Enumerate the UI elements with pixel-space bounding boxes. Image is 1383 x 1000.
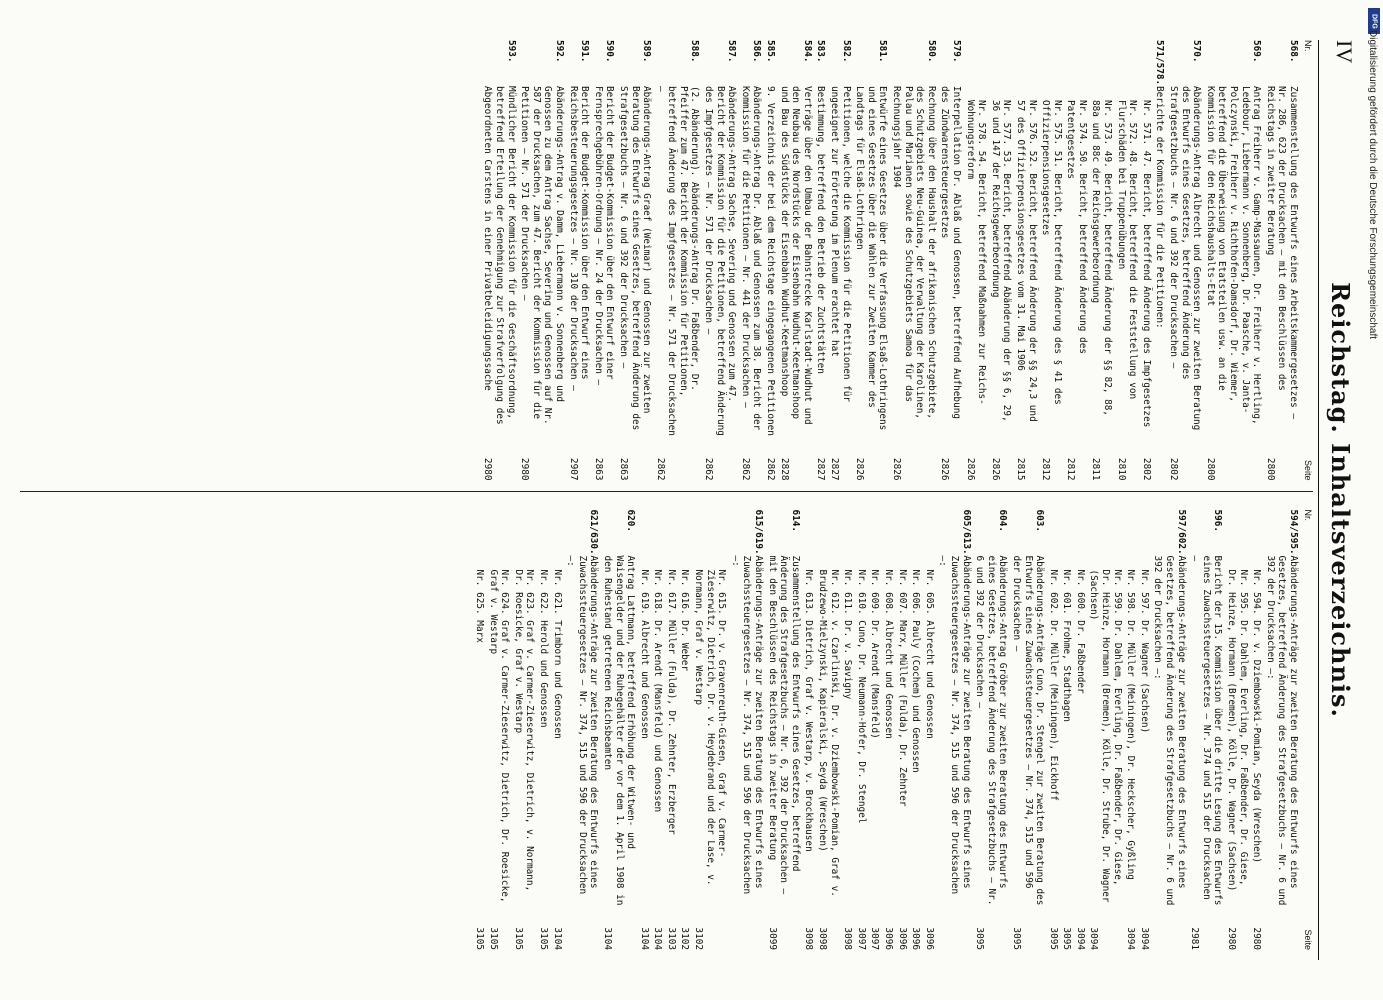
entry-text: Bericht der Budget-Kommission über den Entwurf eines Reichsbesteuerungsgesetzes — Nr. 310 der Drucksachen — <box>567 86 591 391</box>
entry-page: 3096 <box>883 927 894 950</box>
entry-text: Abänderungs-Anträge zur zweiten Beratung des Entwurfs eines Zuwachssteuergesetzes — Nr. 374, 515 und 596 der Drucksachen —: <box>937 555 972 895</box>
entry-text: Zusammenstellung des Entwurfs eines Arbeitskammergesetzes — Nr. 286, 623 der Drucksachen — mit den Beschlüssen des Reichstags in zweiter Beratung <box>1264 86 1299 420</box>
entry-page: 2812 <box>1040 457 1052 481</box>
entry-text: Abänderungs-Antrag Albrecht und Genossen zur zweiten Beratung des Entwurfs eines Gesetzes, betreffend Änderung des Strafgesetzbuchs — Nr. 6 und 392 der Drucksachen — <box>1168 86 1203 431</box>
page-number: IV <box>1332 40 1357 64</box>
index-entry <box>1040 40 1063 481</box>
entry-text: Nr. 575. 51. Bericht, betreffend Änderung des § 41 des Offizierpensionsgesetzes <box>1040 100 1063 405</box>
index-entry <box>665 510 677 951</box>
index-entry <box>1204 40 1262 481</box>
entry-number: 588. <box>689 40 701 63</box>
index-entry <box>601 510 636 951</box>
entry-number <box>1140 54 1152 100</box>
entry-text: Antrag Freiherr v. Gamp-Massaunen, Dr. Freiherr v. Hertling, Ledebour, Liebermann v. Sonnenberg, Dr. Paasche, v. Janta-Polczynski, Freiherr v. Richthofen-Damsdorf, Dr. Wiemer, betreffend die Überweisung von Etatsteilen usw. an die Kommission für den Reichshaushalts-Etat <box>1204 86 1263 425</box>
index-entry <box>890 40 936 481</box>
entry-text: Petitionen, welche die Kommission für die Petitionen für ungeeignet zur Erörterung im Plenum erachtet hat <box>829 86 852 403</box>
index-entry <box>537 510 549 951</box>
nr-label: Nr. <box>1303 40 1313 52</box>
entry-page: 3094 <box>1125 927 1137 950</box>
entry-page: 3095 <box>974 927 986 950</box>
entry-page: 2826 <box>964 457 976 481</box>
entry-page: 3105 <box>487 927 499 950</box>
entry-page: 2862 <box>703 457 715 481</box>
index-entry <box>1014 40 1037 481</box>
entry-page: 2810 <box>1115 457 1127 481</box>
entry-page: 3096 <box>910 927 922 950</box>
entry-page: 3105 <box>512 927 524 950</box>
entry-number <box>896 524 908 570</box>
entry-page: 3095 <box>1047 927 1059 950</box>
entry-page: 2980 <box>1251 927 1263 950</box>
entry-number: 570. <box>1191 40 1203 63</box>
index-entry <box>652 510 664 951</box>
index-entry <box>1010 510 1045 951</box>
entry-text: Interpellation Dr. Ablaß und Genossen, betreffend Aufhebung des Zündwarensteuergesetzes <box>939 86 962 420</box>
entry-page: 3103 <box>665 927 677 950</box>
entry-page: 2800 <box>1204 457 1216 481</box>
entry-page: 3097 <box>855 927 867 950</box>
entry-number <box>1047 524 1059 570</box>
entry-text: Antrag Lattmann, betreffend Erhöhung der Witwen- und Waisengelder und der Ruhegehälter der vor dem 1. April 1908 in den Ruhestand getretenen Reichsbeamten <box>601 555 637 906</box>
entry-number: 583. <box>815 40 827 63</box>
entry-number: 589. <box>641 40 653 63</box>
entry-text: Nr. 613. Dietrich, Graf v. Westarp, v. Brockhausen <box>803 569 815 852</box>
entry-page: 3102 <box>679 927 691 950</box>
index-entry <box>854 40 889 481</box>
entry-number: 615/619. <box>753 509 765 555</box>
index-entry <box>869 510 881 951</box>
entry-page: 2812 <box>1065 457 1077 481</box>
index-entry <box>703 40 738 481</box>
index-entry <box>1154 40 1166 481</box>
entry-number: 587. <box>726 40 738 63</box>
index-entry <box>828 40 851 481</box>
entry-number: 569. <box>1251 40 1263 63</box>
entry-number <box>964 54 987 100</box>
index-entry <box>1065 40 1088 481</box>
entry-number <box>1251 524 1263 570</box>
digitization-credit: Digitalisierung gefördert durch die Deutsche Forschungsgemeinschaft <box>1367 30 1378 340</box>
entry-number: 594/595. <box>1288 509 1299 555</box>
entry-text: Nr. 602. Dr. Müller (Meiningen), Eickhoff <box>1047 569 1059 801</box>
entry-number <box>1065 54 1088 100</box>
entry-text: 9. Verzeichnis der bei dem Reichstage eingegangenen Petitionen <box>765 86 777 436</box>
index-entry <box>1138 510 1150 951</box>
entry-page: 3104 <box>551 927 563 950</box>
entry-page: 2826 <box>854 457 866 481</box>
entry-page: 3098 <box>842 927 854 950</box>
entry-text: Abänderungs-Antrag Gröber zur zweiten Beratung des Entwurfs eines Gesetzes, betreffend Änderung des Strafgesetzbuchs — Nr. 6 und 392 der Drucksachen — <box>974 555 1009 906</box>
entry-page: 2907 <box>567 457 579 481</box>
index-entry <box>778 40 813 481</box>
entry-text: Nr. 619. Albrecht und Genossen <box>638 569 650 739</box>
entry-number: 591. <box>579 40 591 63</box>
entry-text: Nr. 571. 47. Bericht, betreffend Änderung des Impfgesetzes <box>1140 100 1152 428</box>
index-entry <box>1088 510 1123 951</box>
entry-number <box>923 524 935 570</box>
index-entry <box>964 40 987 481</box>
index-entry <box>565 510 600 951</box>
entry-text: Nr. 601. Frohme, Stadthagen <box>1061 569 1073 722</box>
entry-text: Abänderungs-Anträge Cuno, Dr. Stengel zur zweiten Beratung des Entwurfs eines Zuwachssteuergesetzes — Nr. 374, 515 und 596 der Drucksachen — <box>1010 555 1046 906</box>
index-entry <box>910 510 922 951</box>
entry-text: Nr. 594. Dr. v. Dziembowski-Pomian, Seyda (Wreschen) <box>1251 569 1263 863</box>
entry-text: Nr. 607. Marx, Müller (Fulda), Dr. Zehnter <box>896 569 908 807</box>
index-entry <box>512 510 535 951</box>
entry-page: 2862 <box>654 457 666 481</box>
entry-text: Bericht der Budget-Kommission über den Entwurf einer Fernsprechgebühren-Ordnung — Nr. 24 der Drucksachen — <box>592 86 616 386</box>
index-entry <box>679 510 691 951</box>
entry-number <box>693 524 728 570</box>
entry-text: Nr. 605. Albrecht und Genossen <box>923 569 935 739</box>
entry-text: Verträge über den Umbau der Bahnstrecke Karlstadt-Wudhut und den Neubau des Nordstücks der Eisenbahn Wudhut-Keetmanshoop und Bau des Südstücks der Eisenbahn Wudhut-Keetmanshoop <box>778 86 813 425</box>
entry-page: 2862 <box>739 457 751 481</box>
page-header <box>1318 40 1363 960</box>
entry-number <box>816 524 839 570</box>
entry-number: 585. <box>765 40 777 63</box>
entry-number: 604. <box>997 509 1009 533</box>
entry-text: Nr. 625. Marx <box>474 569 485 643</box>
index-entry <box>855 510 867 951</box>
index-entry <box>1047 510 1059 951</box>
index-entry <box>1264 40 1299 481</box>
entry-text: Abänderungs-Anträge zur zweiten Beratung des Entwurfs eines Gesetzes, betreffend Änderung des Strafgesetzbuchs — Nr. 6 und 392 der Drucksachen —: <box>1264 555 1299 906</box>
entry-text: Nr. 624. Graf v. Carmer-Zieserwitz, Dietrich, Dr. Roesicke, Graf v. Westarp <box>487 569 511 903</box>
column-header <box>1303 40 1313 481</box>
entry-text: Nr. 606. Pauly (Cochem) und Genossen <box>910 569 922 773</box>
entry-number: 597/602. <box>1175 509 1187 555</box>
index-entry <box>766 510 801 951</box>
index-entry <box>739 40 762 481</box>
right-column <box>20 510 1313 961</box>
entry-text: Nr. 622. Herold und Genossen <box>537 569 549 728</box>
entry-number <box>882 524 894 570</box>
index-entry <box>1264 510 1299 951</box>
index-entry <box>764 40 776 481</box>
entry-text: Nr. 615. Dr. v. Gravenreuth-Giesen, Graf v. Carmer-Zieserwitz, Dietrich, Dr. v. Heydebrand und der Lase, v. Normann, Graf v. Westarp <box>693 569 728 886</box>
entry-page: 2980 <box>519 457 531 481</box>
index-entry <box>989 40 1012 481</box>
entry-page: 3095 <box>1010 927 1022 950</box>
entry-text: Nr. 600. Dr. Faßbender <box>1074 569 1086 694</box>
entry-number: 603. <box>1034 509 1046 533</box>
index-entry <box>487 510 510 951</box>
dfg-logo-text: DFG <box>1370 13 1378 29</box>
entry-number: 614. <box>789 509 801 533</box>
entry-page: 3104 <box>638 927 650 950</box>
entry-text: Abänderungs-Antrag Dr. Ablaß und Genossen zum 38. Bericht der Kommission für die Petitionen — Nr. 441 der Drucksachen — <box>739 86 763 431</box>
entry-number <box>869 524 881 570</box>
index-entry <box>815 40 827 481</box>
entry-text: Bestimmung, betreffend den Betrieb der Zuchtstätten <box>815 86 827 374</box>
index-entry <box>592 40 615 481</box>
entry-number: 596. <box>1212 509 1224 533</box>
entry-page: 3102 <box>693 927 705 950</box>
entry-page: 2826 <box>989 457 1001 481</box>
entry-number: 580. <box>925 40 937 63</box>
entry-number <box>473 524 485 570</box>
entry-page: 3095 <box>1061 927 1073 950</box>
index-entry <box>617 40 652 481</box>
entry-text: Abänderungs-Anträge zur zweiten Beratung des Entwurfs eines Gesetzes, betreffend Änderung des Strafgesetzbuchs — Nr. 6 und 392 der Drucksachen —: <box>1152 555 1187 906</box>
entry-text: Nr. 599. Dr. Dahlem, Everling, Dr. Faßbender, Dr. Giese, Dr. Heinze, Hormann (Bremen), Kölle, Dr. Strube, Dr. Wagner (Sachsen) <box>1088 569 1123 903</box>
entry-text: Nr. 572. 48. Bericht, betreffend die Feststellung von Flurschäden bei Truppenübungen <box>1115 100 1139 400</box>
entry-number <box>1125 524 1137 570</box>
entry-text: Nr. 597. Dr. Wagner (Sachsen) <box>1138 569 1150 734</box>
entry-text: Mündlicher Bericht der Kommission für die Geschäftsordnung, betreffend Erteilung der Genehmigung zur Strafverfolgung des Abgeordneten Carstens in einer Privatbeleidigungssache <box>482 86 517 425</box>
index-entry <box>693 510 728 951</box>
entry-number <box>1138 524 1150 570</box>
index-entry <box>1061 510 1073 951</box>
columns <box>20 40 1313 960</box>
entry-number: 568. <box>1288 40 1299 63</box>
entry-number <box>679 524 691 570</box>
entry-page: 2802 <box>1140 457 1152 481</box>
index-entry <box>1225 510 1248 951</box>
entry-text: Nr. 595. Dr. Dahlem, Everling, Dr. Faßbender, Dr. Giese, Dr. Heinze, Hormann (Bremen), Kölle, Dr. Wagner (Sachsen) <box>1226 569 1249 892</box>
entry-text: Rechnung über den Haushalt der afrikanischen Schutzgebiete, des Schutzgebiets Neu-Guinea, der Verwaltung der Karolinen, Palau und Marianen sowie des Schutzgebiets Samoa für das Rechnungsjahr 1904 <box>891 86 937 420</box>
entry-text: Nr. 608. Albrecht und Genossen <box>883 569 894 739</box>
entry-page: 3096 <box>896 927 908 950</box>
entry-text: Nr. 623. Graf v. Carmer-Zieserwitz, Dietrich, v. Normann, Dr. Roesicke, Graf v. Westarp <box>512 569 536 892</box>
index-entry <box>937 510 972 951</box>
entry-page: 2981 <box>1189 927 1201 950</box>
entry-page: 3105 <box>474 927 485 950</box>
entry-page: 3105 <box>537 927 549 950</box>
seite-label: Seite <box>1303 459 1313 481</box>
entry-text: Nr. 610. Cuno, Dr. Neumann-Hofer, Dr. Stengel <box>855 569 867 824</box>
entry-number <box>1014 54 1037 100</box>
entry-page: 3094 <box>1088 927 1100 950</box>
entry-number <box>1225 524 1248 570</box>
entry-text: Nr. 616. Dr. Weber <box>679 569 691 672</box>
entry-number: 579. <box>950 40 962 63</box>
index-entry <box>974 510 1009 951</box>
index-entry <box>519 40 565 481</box>
entry-number <box>989 54 1012 100</box>
entry-page: 3096 <box>923 927 935 950</box>
index-entry <box>638 510 650 951</box>
index-entry <box>1167 40 1202 481</box>
entry-page: 3097 <box>869 927 881 950</box>
entry-page: 3094 <box>1138 927 1150 950</box>
entry-text: Nr. 611. Dr. v. Savigny <box>842 569 854 700</box>
index-entry <box>1090 40 1113 481</box>
entry-number <box>652 524 664 570</box>
entry-page: 3104 <box>601 927 613 950</box>
entry-page: 2828 <box>778 457 790 481</box>
entry-text: Nr. 577. 53. Bericht, betreffend Abänderung der §§ 6, 29, 36 und 147 der Reichsgewerbeordnung <box>989 100 1013 422</box>
seite-label: Seite <box>1303 929 1313 950</box>
entry-text: Abänderungs-Anträge zur zweiten Beratung des Entwurfs eines Zuwachssteuergesetzes — Nr. 374, 515 und 596 der Drucksachen —: <box>729 555 765 895</box>
index-entry <box>803 510 815 951</box>
index-entry <box>551 510 563 951</box>
entry-page: 2826 <box>891 457 902 481</box>
entry-number: 571/578. <box>1154 40 1166 86</box>
entry-page: 3099 <box>766 927 778 950</box>
entry-number <box>1040 54 1063 100</box>
index-entry <box>1115 40 1138 481</box>
entry-number: 592. <box>553 40 565 63</box>
entry-text: Abänderungs-Antrag Graef (Weimar) und Genossen zur zweiten Beratung des Entwurfs eines Gesetzes, betreffend Änderung des Strafgesetzbuchs — Nr. 6 und 392 der Drucksachen — <box>617 86 653 431</box>
entry-number: 620. <box>625 509 637 533</box>
entry-number <box>537 524 549 570</box>
left-column <box>20 40 1313 492</box>
entry-number <box>1088 524 1123 570</box>
entry-text: Zusammenstellung des Entwurfs eines Gesetzes, betreffend Änderung des Strafgesetzbuchs — Nr. 6, 392 der Drucksachen — mit den Beschlüssen des Reichstags in zweiter Beratung <box>766 555 801 895</box>
entry-page: 2863 <box>592 457 604 481</box>
entry-number: 605/613. <box>960 509 972 555</box>
entry-text: Nr. 598. Dr. Müller (Meiningen), Dr. Heckscher, Gyßling <box>1125 569 1137 880</box>
entry-text: Nr. 612. v. Czarlinski, Dr. v. Dziembowski-Pomian, Graf v. Brudzewo-Mielzynski, Kapieralski, Seyda (Wreschen) <box>817 569 840 897</box>
entry-text: Nr. 576. 52. Bericht, betreffend Änderung der §§ 24,3 und 57 des Offizierpensionsgesetzes vom 31. Mai 1906 <box>1014 100 1038 422</box>
entry-page: 2800 <box>1264 457 1276 481</box>
index-entry <box>654 40 700 481</box>
index-entry <box>567 40 590 481</box>
entry-number <box>512 524 535 570</box>
column-header <box>1303 510 1313 951</box>
entry-number: 593. <box>505 40 517 63</box>
index-entry <box>1140 40 1152 481</box>
entry-number: 584. <box>801 40 813 63</box>
entry-page: 2862 <box>765 457 777 481</box>
entry-text: Nr. 618. Dr. Arendt (Mansfeld) und Genossen <box>652 569 664 813</box>
index-entry <box>939 40 962 481</box>
entry-number: 621/630. <box>588 509 600 555</box>
entry-number <box>1061 524 1073 570</box>
entry-text: Nr. 621. Trimborn und Genossen <box>551 569 563 739</box>
entry-page: 3094 <box>1074 927 1086 950</box>
entry-text: Abänderungs-Anträge zur zweiten Beratung des Entwurfs eines Zuwachssteuergesetzes — Nr. 374, 515 und 596 der Drucksachen —: <box>565 555 600 895</box>
entry-text: (2. Abänderung). Abänderungs-Antrag Dr. Faßbender, Dr. Pfeiffer zum 47. Bericht der Kommission für Petitionen, betreffend Änderung des Impfgesetzes — Nr. 571 der Drucksachen — <box>654 86 701 436</box>
entry-number <box>855 524 867 570</box>
entry-text: Abänderungs-Antrag Sachse, Severing und Genossen zum 47. Bericht der Kommission für die Petitionen, betreffend Änderung des Impfgesetzes — Nr. 571 der Drucksachen — <box>703 86 738 436</box>
index-entry <box>816 510 839 951</box>
entry-text: Nr. 573. 49. Bericht, betreffend Änderung der §§ 82, 88, 88a und 88c der Reichsgewerbeordnung <box>1090 100 1114 417</box>
entry-number: 590. <box>604 40 616 63</box>
index-entry <box>1125 510 1137 951</box>
entry-page: 3098 <box>817 927 829 950</box>
entry-text: Abänderungs-Antrag v. Damm, Liebermann v. Sonnenberg und Genossen zu dem Antrag Sachse, Severing und Genossen auf Nr. 587 der Drucksachen, zum 47. Bericht der Kommission für die Petitionen — Nr. 571 der Drucksachen — <box>519 86 565 425</box>
entry-number <box>1115 54 1138 100</box>
entry-page: 3104 <box>652 927 664 950</box>
entry-text: Nr. 578. 54. Bericht, betreffend Maßnahmen zur Reichs-Wohnungsreform <box>964 100 988 405</box>
entry-page: 2863 <box>617 457 629 481</box>
nr-label: Nr. <box>1303 509 1313 522</box>
index-entry <box>842 510 854 951</box>
entry-number <box>842 524 854 570</box>
index-entry <box>1251 510 1263 951</box>
entry-number <box>1090 54 1113 100</box>
entry-text: Nr. 574. 50. Bericht, betreffend Änderung des Patentgesetzes <box>1065 100 1088 354</box>
index-entry <box>482 40 517 481</box>
index-entry <box>1152 510 1187 951</box>
entry-page: 2980 <box>482 457 494 481</box>
entry-number <box>1074 524 1086 570</box>
entry-page: 3098 <box>803 927 815 950</box>
entry-text: Nr. 617. Müller (Fulda), Dr. Zehnter, Erzberger <box>665 569 677 835</box>
page-title: Reichstag. Inhaltsverzeichnis. <box>1326 282 1356 718</box>
entry-page: 2815 <box>1014 457 1026 481</box>
entry-page: 2826 <box>939 457 951 481</box>
index-entry <box>729 510 764 951</box>
entry-page: 2827 <box>829 457 841 481</box>
index-entry <box>1074 510 1086 951</box>
index-entry <box>882 510 894 951</box>
entry-number: 581. <box>877 40 889 63</box>
entry-number: 586. <box>751 40 763 63</box>
index-entry <box>923 510 935 951</box>
entry-page: 2827 <box>815 457 827 481</box>
entry-text: Nr. 609. Dr. Arendt (Mansfeld) <box>869 569 881 739</box>
entry-number <box>551 524 563 570</box>
entry-page: 2980 <box>1226 927 1238 950</box>
entry-number <box>910 524 922 570</box>
entry-number: 582. <box>840 40 852 63</box>
index-entry <box>896 510 908 951</box>
entry-text: Entwürfe eines Gesetzes über die Verfassung Elsaß-Lothringens und eines Gesetzes über die Wahlen zur Zweiten Kammer des Landtags für Elsaß-Lothringen <box>854 86 889 431</box>
entry-number <box>487 524 510 570</box>
entry-number <box>638 524 650 570</box>
entry-number <box>803 524 815 570</box>
entry-text: Berichte der Kommission für die Petitionen: <box>1154 86 1166 329</box>
index-entry <box>473 510 485 951</box>
entry-number <box>665 524 677 570</box>
index-entry <box>1189 510 1224 951</box>
entry-text: Bericht der 15. Kommission über die dritte Lesung des Entwurfs eines Zuwachssteuergesetzes — Nr. 374 und 515 der Drucksachen — <box>1189 555 1224 906</box>
entry-page: 2802 <box>1168 457 1180 481</box>
entry-page: 2811 <box>1090 457 1102 481</box>
